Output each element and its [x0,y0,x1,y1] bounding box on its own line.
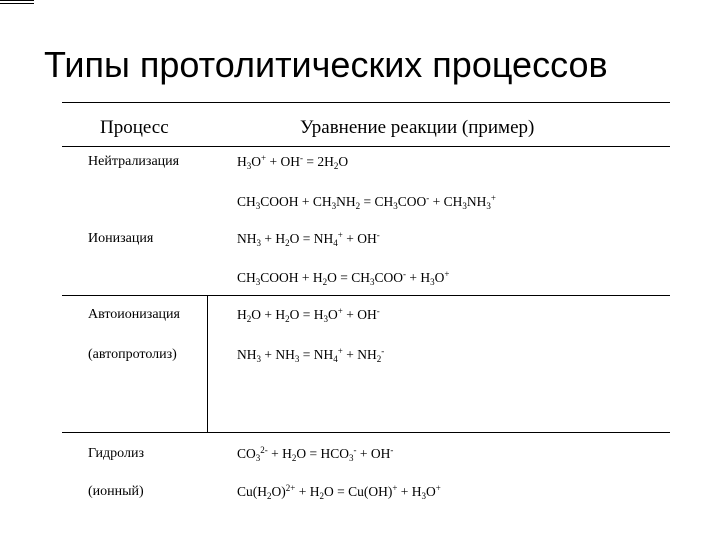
equation-hydrolysis-2: $Cu(H_2O)^{2+} + H_2O = Cu(OH)^+ + H_3O^+$ [237,483,441,501]
equation-neutralization-1: $H_3O^+ + OH^- = 2H_2O$ [237,153,349,171]
table-row-divider [62,295,670,296]
process-neutralization: Нейтрализация [88,154,180,169]
process-ionic: (ионный) [88,484,144,499]
table-column-divider [207,295,208,432]
table-top-border [62,102,670,103]
equation-hydrolysis-1: $CO_3^{2-} + H_2O = HCO_3^- + OH^-$ [237,445,394,463]
equation-autoionization-2: $NH_3 + NH_3 = NH_4^+ + NH_2^-$ [237,346,385,364]
equation-autoionization-1: $H_2O + H_2O = H_3O^+ + OH^-$ [237,306,380,324]
process-autoionization: Автоионизация [88,307,180,322]
equation-ionization-2: $CH_3COOH + H_2O = CH_3COO^- + H_3O^+$ [237,269,450,287]
table-header-divider [62,146,670,147]
equation-ionization-1: $NH_3 + H_2O = NH_4^+ + OH^-$ [237,230,380,248]
table-row-divider [62,432,670,433]
process-ionization: Ионизация [88,231,154,246]
process-autoprotolysis: (автопротолиз) [88,347,177,362]
slide-title: Типы протолитических процессов [44,44,608,85]
equation-neutralization-2: $CH_3COOH + CH_3NH_2 = CH_3COO^- + CH_3NH_3^+$ [237,193,496,211]
header-equation: Уравнение реакции (пример) [300,117,535,138]
corner-mark [0,0,34,6]
header-process: Процесс [100,117,169,138]
process-hydrolysis: Гидролиз [88,446,144,461]
